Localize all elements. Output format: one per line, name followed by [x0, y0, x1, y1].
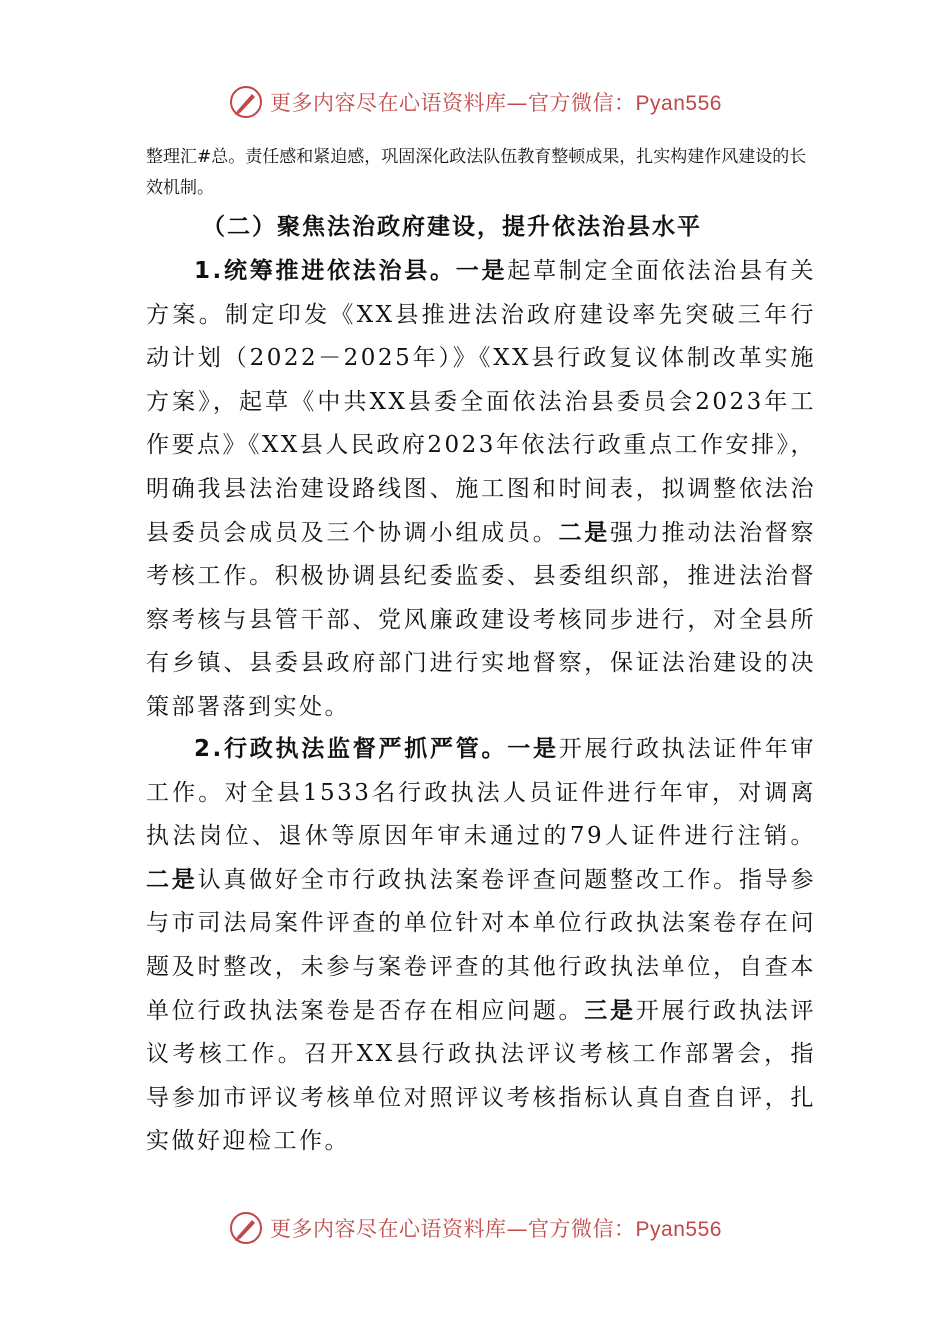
- paragraph-title: 1.统筹推进依法治县。: [194, 258, 456, 284]
- banner-text: 更多内容尽在心语资料库—官方微信：Pyan556: [270, 1217, 722, 1241]
- text-run: 认真做好全市行政执法案卷评查问题整改工作。指导参与市司法局案件评查的单位针对本单位行政执法案卷存在问题及时整改，未参与案卷评查的其他行政执法单位，自查本单位行政执法案卷是否存在相应问题。: [146, 866, 817, 1024]
- banner-text: 更多内容尽在心语资料库—官方微信：Pyan556: [270, 91, 722, 115]
- intro-paragraph: 整理汇#总。责任感和紧迫感，巩固深化政法队伍教育整顿成果，扎实构建作风建设的长效机制。: [146, 147, 807, 198]
- pen-icon: [228, 84, 264, 120]
- paragraph-title: 2.行政执法监督严抓严管。: [194, 736, 508, 762]
- section-heading: （二）聚焦法治政府建设，提升依法治县水平: [202, 214, 702, 240]
- pen-icon: [228, 1210, 264, 1246]
- bold-run: 一是: [455, 258, 508, 284]
- text-run: 起草制定全面依法治县有关方案。制定印发《XX县推进法治政府建设率先突破三年行动计划（2022－2025年）》《XX县行政复议体制改革实施方案》，起草《中共XX县委全面依法治县委员会2023年工作要点》《XX县人民政府2023年依法行政重点工作安排》，明确我县法治建设路线图、施工图和时间表，拟调整依法治县委员会成员及三个协调小组成员。: [146, 258, 816, 546]
- bold-run: 三是: [584, 997, 636, 1024]
- watermark-banner-top: [0, 80, 950, 124]
- bold-run: 二是: [146, 866, 198, 893]
- text-run: 强力推动法治督察考核工作。积极协调县纪委监委、县委组织部，推进法治督察考核与县管干部、党风廉政建设考核同步进行，对全县所有乡镇、县委县政府部门进行实地督察，保证法治建设的决策部署落到实处。: [146, 519, 817, 720]
- paragraph-1: [146, 250, 816, 730]
- watermark-banner-bottom: [0, 1206, 950, 1250]
- text-run: 开展行政执法评议考核工作。召开XX县行政执法评议考核工作部署会，指导参加市评议考核单位对照评议考核指标认真自查自评，扎实做好迎检工作。: [146, 997, 817, 1155]
- bold-run: 二是: [558, 519, 611, 546]
- text-run: 开展行政执法证件年审工作。对全县1533名行政执法人员证件进行年审，对调离执法岗位、退休等原因年审未通过的79人证件进行注销。: [146, 736, 816, 850]
- bold-run: 一是: [507, 736, 559, 762]
- paragraph-2: [146, 728, 816, 1164]
